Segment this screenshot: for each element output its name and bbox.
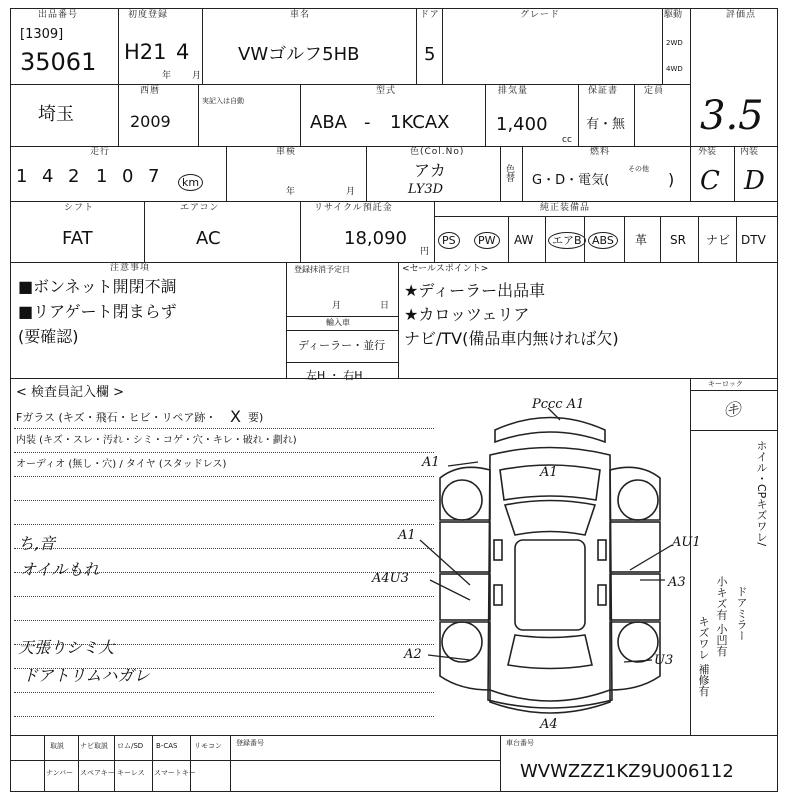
air-conditioner: AC (196, 228, 221, 249)
col-line (690, 8, 691, 146)
mark-right-rear-door: A3 (668, 575, 686, 590)
dotted-rule (14, 716, 434, 717)
mileage-digit: 1 (16, 166, 28, 187)
caution-line: ■ボンネット開閉不調 (18, 277, 177, 296)
interior-grade: D (744, 166, 765, 196)
shift: FAT (62, 228, 93, 249)
col-line (734, 146, 735, 201)
dotted-rule (14, 476, 434, 477)
footer-cell: B-CAS (156, 742, 178, 750)
row-line (286, 330, 398, 331)
hand-note: 天張りシミ大 (18, 638, 115, 657)
col-line (230, 735, 231, 792)
col-line (300, 201, 301, 262)
region: 埼玉 (38, 104, 74, 125)
mileage-digit: 2 (68, 166, 80, 187)
dealer-parallel: ディーラー・並行 (298, 339, 386, 352)
footer-cell: ロム/SD (117, 742, 144, 750)
equip-abs: ABS (588, 232, 618, 249)
footer-cell: スマートキー (154, 769, 196, 777)
col-line (578, 84, 579, 146)
fglass-tail: 要) (248, 411, 264, 424)
col-line (442, 8, 443, 84)
side-strip-text (694, 436, 778, 732)
chassis-number: WVWZZZ1KZ9U006112 (520, 761, 734, 782)
col-line (522, 146, 523, 201)
col-line (624, 216, 625, 262)
km-unit: km (178, 174, 203, 191)
footer-cell: 取説 (50, 742, 64, 750)
col-line (398, 262, 399, 378)
col-line (690, 378, 691, 735)
model-code: 1KCAX (390, 112, 450, 133)
dotted-rule (14, 620, 434, 621)
reg-month: 4 (176, 40, 190, 64)
col-line (698, 216, 699, 262)
equip-dtv: DTV (741, 233, 766, 247)
inspector-title: < 検査員記入欄 > (16, 385, 125, 400)
col-line (286, 262, 287, 378)
mark-left-door: A1 (398, 528, 416, 543)
mark-rear: A4 (540, 717, 558, 732)
dotted-rule (14, 500, 434, 501)
mileage-digit: 4 (42, 166, 54, 187)
col-line (434, 201, 435, 262)
side-strip-line: ドアミラー (735, 586, 748, 641)
first-reg-label: 初度登録 (128, 10, 169, 20)
row-line (286, 316, 398, 317)
insp-nen: 年 (286, 187, 296, 197)
col-line (508, 216, 509, 262)
interior-label: 内装 (740, 147, 759, 157)
fuel-label: 燃料 (590, 147, 611, 157)
mark-hood: A1 (540, 465, 558, 480)
western-label: 西暦 (140, 86, 161, 96)
lot-prefix: [1309] (20, 27, 64, 42)
capacity-label: 定員 (644, 86, 665, 96)
equip-ps: PS (438, 232, 460, 249)
audio-line: オーディオ (無し・穴) / タイヤ (スタッドレス) (16, 459, 227, 470)
interior-line: 内装 (キズ・スレ・汚れ・シミ・コゲ・穴・キレ・破れ・劃れ) (16, 435, 297, 446)
footer-cell: ナビ取説 (80, 742, 108, 750)
equip-aw: AW (514, 233, 534, 247)
inspection-label: 車検 (276, 147, 297, 157)
model-dash: - (364, 112, 371, 133)
fglass-mark: X (230, 407, 241, 426)
row-line (10, 735, 778, 736)
col-line (78, 735, 79, 792)
dotted-rule (14, 596, 434, 597)
hand-note: ドアトリムハガレ (22, 666, 150, 685)
key-lock-label: キーロック (708, 380, 743, 388)
equipment-label: 純正装備品 (540, 203, 591, 213)
record-hi: 日 (380, 301, 390, 311)
lot-number: 35061 (20, 48, 97, 76)
footer-cell: スペアキー (80, 769, 115, 777)
col-line (114, 735, 115, 792)
reg-number-label: 登録番号 (236, 739, 264, 747)
mark-front: Pccc A1 (532, 397, 585, 412)
mark-left-rear-door: A4U3 (372, 571, 409, 586)
footer-cell: リモコン (194, 742, 222, 750)
col-line (690, 146, 691, 201)
mark-left-front: A1 (422, 455, 440, 470)
era-year: H21 (124, 40, 167, 64)
col-line (152, 735, 153, 792)
chassis-label: 車台番号 (506, 739, 534, 747)
mileage-digits (14, 166, 174, 192)
fuel: G・D・電気( (532, 173, 610, 188)
col-line (144, 201, 145, 262)
exterior-label: 外装 (698, 147, 717, 157)
col-line (202, 8, 203, 84)
hand-note: ち,音 (18, 534, 56, 553)
shift-label: シフト (64, 203, 95, 213)
key-lock-mark: ㋖ (724, 400, 741, 419)
side-strip-line: ホイル・CPキズワレ/ (755, 440, 768, 547)
warranty-label: 保証書 (588, 86, 619, 96)
model-label: 型式 (376, 86, 397, 96)
drive-4wd: 4WD (666, 65, 683, 73)
sales-label: <セールスポイント> (402, 264, 489, 274)
import-label: 輸入車 (326, 318, 350, 327)
dotted-rule (14, 428, 434, 429)
fuel-other: その他 (628, 165, 649, 173)
footer-cell: キーレス (117, 769, 145, 777)
equip-navi: ナビ (706, 233, 731, 247)
col-line (500, 146, 501, 201)
footer-cell: ナンバー (46, 769, 74, 777)
drive-label: 駆動 (664, 10, 683, 20)
col-line (118, 8, 119, 146)
western-year: 2009 (130, 112, 171, 131)
warranty: 有・無 (586, 117, 626, 132)
record-label: 登録抹消予定日 (294, 265, 350, 274)
grade-label: グレード (520, 10, 561, 20)
col-line (366, 146, 367, 201)
drive-2wd: 2WD (666, 39, 683, 47)
cc-unit: cc (562, 135, 572, 145)
col-line (660, 216, 661, 262)
col-line (44, 735, 45, 792)
caution-line: (要確認) (18, 327, 79, 346)
caution-label: 注意事項 (110, 263, 151, 273)
nen-label: 年 (162, 71, 172, 81)
recycle-fee: 18,090 (344, 228, 407, 249)
dotted-rule (14, 548, 434, 549)
mark-right-door: AU1 (672, 535, 701, 550)
col-line (485, 84, 486, 146)
eval-label: 評価点 (726, 10, 757, 20)
side-strip-line: キズワレ 補修有 (697, 616, 710, 697)
mileage-label: 走行 (90, 147, 111, 157)
col-line (662, 8, 663, 84)
displacement: 1,400 (496, 114, 548, 135)
side-strip-line: 小キズ有 小凹有 (715, 576, 728, 657)
car-name-label: 車名 (290, 10, 311, 20)
ac-label: エアコン (180, 203, 220, 213)
insp-tsuki: 月 (346, 187, 356, 197)
row-line (286, 362, 398, 363)
col-line (198, 84, 199, 146)
eval-score: 3.5 (700, 93, 764, 139)
row-line (690, 390, 778, 391)
col-line (300, 84, 301, 146)
exterior-grade: C (700, 166, 720, 196)
reg-note: 実記入は自動 (202, 97, 244, 105)
row-line (10, 84, 690, 85)
model-prefix: ABA (310, 112, 347, 133)
car-name: VWゴルフ5HB (238, 44, 360, 65)
row-line (10, 378, 778, 379)
col-line (226, 146, 227, 201)
tsuki-label: 月 (192, 71, 202, 81)
color-name: アカ (414, 161, 446, 180)
caution-line: ■リアゲート閉まらず (18, 302, 177, 321)
steering-side: 左H ・ 右H (306, 369, 363, 382)
hand-note: オイルもれ (20, 560, 100, 579)
equip-airbag: エアB (548, 232, 586, 249)
color-code: LY3D (408, 182, 444, 197)
door-count: 5 (424, 44, 436, 65)
col-line (736, 216, 737, 262)
fglass-line: Fガラス (キズ・飛石・ヒビ・リペア跡・ (16, 411, 217, 424)
dotted-rule (14, 692, 434, 693)
color-change: 色替 (506, 165, 516, 184)
col-line (190, 735, 191, 792)
col-line (416, 8, 417, 84)
mileage-digit: 0 (122, 166, 134, 187)
equip-sr: SR (670, 233, 686, 247)
row-line (10, 146, 778, 147)
dotted-rule (14, 452, 434, 453)
lot-label: 出品番号 (38, 10, 79, 20)
record-tsuki: 月 (332, 301, 342, 311)
row-line (10, 760, 500, 761)
mileage-digit: 7 (148, 166, 160, 187)
row-line (434, 216, 778, 217)
mark-left-rear: A2 (404, 647, 422, 662)
dotted-rule (14, 524, 434, 525)
sales-point: ナビ/TV(備品車内無ければ欠) (404, 329, 619, 348)
equip-leather: 革 (635, 233, 648, 247)
door-label: ドア (420, 10, 440, 20)
sales-point: ★カロッツェリア (404, 305, 530, 324)
recycle-label: リサイクル預託金 (314, 203, 393, 213)
row-line (10, 201, 778, 202)
row-line (690, 430, 778, 431)
sales-point: ★ディーラー出品車 (404, 281, 546, 300)
displacement-label: 排気量 (498, 86, 529, 96)
yen-unit: 円 (420, 247, 430, 257)
col-line (634, 84, 635, 146)
col-line (545, 216, 546, 262)
col-line (500, 735, 501, 792)
color-label: 色(Col.No) (410, 147, 465, 157)
equip-pw: PW (474, 232, 500, 249)
mileage-digit: 1 (96, 166, 108, 187)
mark-right-rear: U3 (654, 653, 674, 668)
fuel-close: ) (668, 170, 675, 189)
